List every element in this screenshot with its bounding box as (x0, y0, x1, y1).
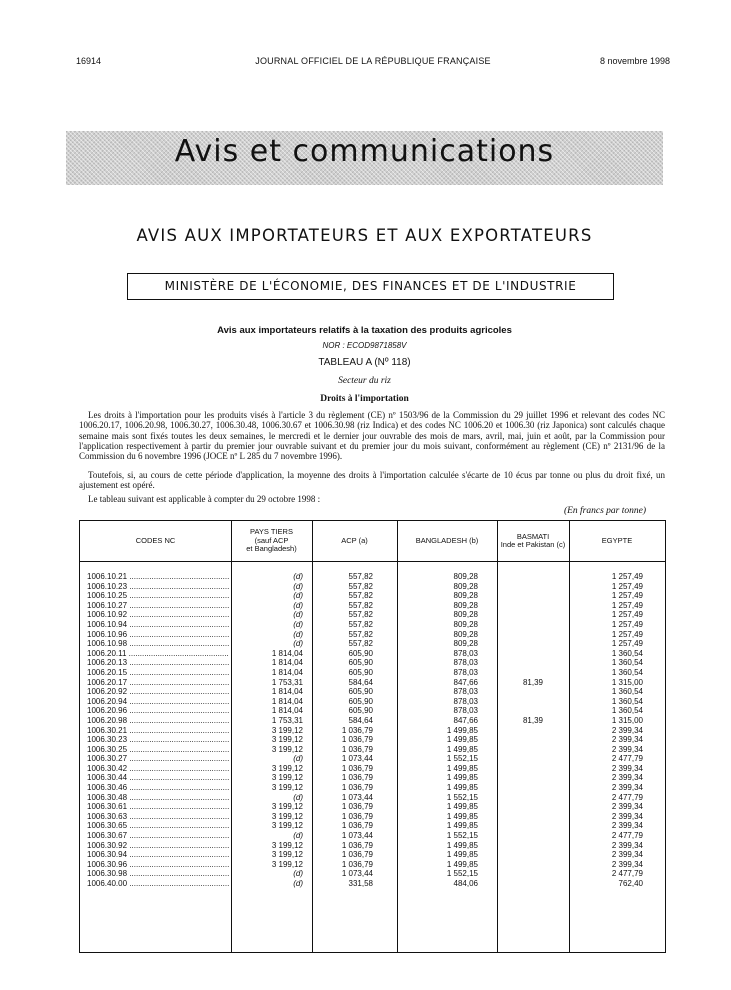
cell-acp: 1 073,44 (341, 831, 373, 841)
table-row (80, 841, 665, 851)
cell-code: 1006.20.15 ..... (87, 668, 229, 678)
cell-bangladesh: 1 499,85 (446, 811, 478, 821)
cell-pays-tiers: 3 199,12 (271, 735, 303, 745)
table-row (80, 639, 665, 649)
table-row (80, 773, 665, 783)
header-egypte-label: EGYPTE (601, 535, 633, 545)
cell-egypte: 1 360,54 (611, 667, 643, 677)
header-rule (80, 561, 665, 562)
table-row (80, 879, 665, 889)
table-row (80, 793, 665, 803)
cell-pays-tiers: 3 199,12 (271, 821, 303, 831)
cell-acp: 557,82 (348, 591, 373, 601)
cell-acp: 1 073,44 (341, 754, 373, 764)
header-acp (312, 521, 397, 561)
cell-basmati: 81,39 (522, 715, 544, 725)
cell-bangladesh: 1 499,85 (446, 763, 478, 773)
cell-bangladesh: 1 499,85 (446, 802, 478, 812)
droits-heading: Droits à l'importation (320, 394, 409, 404)
cell-acp: 557,82 (348, 610, 373, 620)
cell-bangladesh: 809,28 (453, 591, 478, 601)
cell-bangladesh: 1 499,85 (446, 821, 478, 831)
cell-bangladesh: 1 552,15 (446, 754, 478, 764)
cell-code: 1006.10.23 ..... (87, 582, 229, 592)
header-bangladesh (397, 521, 497, 561)
cell-bangladesh: 1 552,15 (446, 869, 478, 879)
cell-bangladesh: 1 552,15 (446, 831, 478, 841)
header-pays-tiers (231, 521, 312, 561)
table-row (80, 620, 665, 630)
cell-bangladesh: 878,03 (453, 648, 478, 658)
cell-egypte: 2 399,34 (611, 840, 643, 850)
cell-pays-tiers: (d) (293, 619, 303, 629)
cell-code: 1006.30.61 ..... (87, 802, 229, 812)
header-basmati-line-2: Inde et Pakistan (c) (500, 540, 566, 549)
cell-pays-tiers: 3 199,12 (271, 811, 303, 821)
cell-pays-tiers: (d) (293, 610, 303, 620)
cell-bangladesh: 1 499,85 (446, 859, 478, 869)
header-basmati-line-1: BASMATI (516, 531, 550, 541)
banner-title: Avis et communications (174, 134, 555, 169)
cell-pays-tiers: 1 814,04 (271, 648, 303, 658)
nor-reference: NOR : ECOD9871858V (322, 341, 407, 350)
table-row (80, 678, 665, 688)
cell-egypte: 2 399,34 (611, 763, 643, 773)
cell-bangladesh: 1 499,85 (446, 773, 478, 783)
cell-egypte: 2 399,34 (611, 725, 643, 735)
cell-code: 1006.20.98 ..... (87, 716, 229, 726)
cell-egypte: 1 257,49 (611, 591, 643, 601)
cell-egypte: 1 315,00 (611, 715, 643, 725)
header-codes (80, 521, 231, 561)
cell-pays-tiers: 3 199,12 (271, 850, 303, 860)
cell-pays-tiers: 3 199,12 (271, 744, 303, 754)
table-row (80, 697, 665, 707)
table-row (80, 668, 665, 678)
table-row (80, 869, 665, 879)
table-row (80, 630, 665, 640)
cell-bangladesh: 878,03 (453, 706, 478, 716)
table-row (80, 812, 665, 822)
table-row (80, 706, 665, 716)
cell-egypte: 1 315,00 (611, 677, 643, 687)
cell-pays-tiers: (d) (293, 792, 303, 802)
cell-pays-tiers: (d) (293, 831, 303, 841)
cell-egypte: 1 360,54 (611, 648, 643, 658)
cell-acp: 1 036,79 (341, 802, 373, 812)
cell-bangladesh: 1 499,85 (446, 783, 478, 793)
cell-bangladesh: 878,03 (453, 658, 478, 668)
page-number: 16914 (76, 56, 102, 66)
header-pays-line-1: PAYS TIERS (250, 527, 293, 537)
cell-code: 1006.30.44 ..... (87, 773, 229, 783)
cell-egypte: 2 477,79 (611, 869, 643, 879)
cell-acp: 605,90 (348, 706, 373, 716)
section-heading: AVIS AUX IMPORTATEURS ET AUX EXPORTATEURS (136, 226, 593, 245)
cell-code: 1006.30.23 ..... (87, 735, 229, 745)
table-row (80, 764, 665, 774)
cell-bangladesh: 809,28 (453, 572, 478, 581)
header-codes-label: CODES NC (135, 535, 176, 545)
cell-bangladesh: 878,03 (453, 667, 478, 677)
rates-table (79, 520, 666, 953)
cell-code: 1006.10.27 ..... (87, 601, 229, 611)
table-row (80, 860, 665, 870)
cell-pays-tiers: 3 199,12 (271, 859, 303, 869)
journal-title: JOURNAL OFFICIEL DE LA RÉPUBLIQUE FRANÇAISE (255, 56, 491, 66)
cell-code: 1006.10.25 ..... (87, 591, 229, 601)
notice-title: Avis aux importateurs relatifs à la taxation des produits agricoles (217, 325, 512, 336)
header-basmati (497, 521, 569, 561)
header-egypte (569, 521, 665, 561)
cell-acp: 605,90 (348, 696, 373, 706)
issue-date: 8 novembre 1998 (599, 56, 670, 66)
cell-code: 1006.30.94 ..... (87, 850, 229, 860)
table-row (80, 726, 665, 736)
cell-acp: 1 073,44 (341, 869, 373, 879)
cell-code: 1006.30.25 ..... (87, 745, 229, 755)
cell-egypte: 2 399,34 (611, 744, 643, 754)
table-row (80, 658, 665, 668)
table-row (80, 821, 665, 831)
cell-bangladesh: 809,28 (453, 581, 478, 591)
cell-egypte: 2 399,34 (611, 735, 643, 745)
cell-acp: 557,82 (348, 581, 373, 591)
paragraph-2: Toutefois, si, au cours de cette période d'application, la moyenne des droits à l'importation calculée s'écarte de 10 écus par tonne ou plus du droit fixé, un ajustement est opéré. (79, 470, 665, 491)
cell-code: 1006.30.21 ..... (87, 726, 229, 736)
cell-egypte: 1 257,49 (611, 572, 643, 581)
table-row (80, 601, 665, 611)
cell-acp: 331,58 (348, 879, 373, 888)
cell-acp: 584,64 (348, 715, 373, 725)
cell-code: 1006.10.92 ..... (87, 610, 229, 620)
running-header (76, 56, 670, 70)
cell-code: 1006.20.94 ..... (87, 697, 229, 707)
cell-pays-tiers: (d) (293, 581, 303, 591)
table-row (80, 591, 665, 601)
cell-code: 1006.30.98 ..... (87, 869, 229, 879)
cell-egypte: 2 477,79 (611, 754, 643, 764)
cell-pays-tiers: (d) (293, 639, 303, 649)
cell-pays-tiers: 1 814,04 (271, 667, 303, 677)
cell-egypte: 2 399,34 (611, 773, 643, 783)
cell-bangladesh: 484,06 (453, 879, 478, 888)
table-row (80, 850, 665, 860)
cell-pays-tiers: (d) (293, 572, 303, 581)
cell-pays-tiers: (d) (293, 754, 303, 764)
table-row (80, 745, 665, 755)
cell-pays-tiers: (d) (293, 591, 303, 601)
cell-egypte: 1 360,54 (611, 696, 643, 706)
cell-bangladesh: 1 552,15 (446, 792, 478, 802)
cell-bangladesh: 1 499,85 (446, 735, 478, 745)
cell-pays-tiers: 1 814,04 (271, 658, 303, 668)
cell-acp: 584,64 (348, 677, 373, 687)
cell-egypte: 2 399,34 (611, 859, 643, 869)
cell-egypte: 1 257,49 (611, 581, 643, 591)
cell-acp: 557,82 (348, 619, 373, 629)
cell-acp: 605,90 (348, 658, 373, 668)
header-pays-line-3: et Bangladesh) (246, 544, 297, 554)
ministry-box: MINISTÈRE DE L'ÉCONOMIE, DES FINANCES ET DE L'INDUSTRIE (127, 273, 614, 300)
cell-code: 1006.10.96 ..... (87, 630, 229, 640)
table-row (80, 754, 665, 764)
cell-code: 1006.20.96 ..... (87, 706, 229, 716)
cell-code: 1006.20.92 ..... (87, 687, 229, 697)
table-row (80, 572, 665, 582)
cell-code: 1006.10.94 ..... (87, 620, 229, 630)
cell-egypte: 2 399,34 (611, 783, 643, 793)
cell-acp: 1 036,79 (341, 840, 373, 850)
cell-code: 1006.20.17 ..... (87, 678, 229, 688)
table-row (80, 716, 665, 726)
cell-egypte: 1 257,49 (611, 619, 643, 629)
cell-acp: 557,82 (348, 639, 373, 649)
cell-pays-tiers: 1 753,31 (271, 677, 303, 687)
cell-acp: 1 073,44 (341, 792, 373, 802)
section-banner (66, 131, 663, 185)
cell-pays-tiers: 3 199,12 (271, 773, 303, 783)
cell-bangladesh: 1 499,85 (446, 840, 478, 850)
cell-bangladesh: 847,66 (453, 715, 478, 725)
cell-pays-tiers: 1 814,04 (271, 687, 303, 697)
cell-egypte: 2 477,79 (611, 831, 643, 841)
cell-egypte: 2 399,34 (611, 802, 643, 812)
cell-egypte: 1 257,49 (611, 610, 643, 620)
sector-label: Secteur du riz (338, 376, 391, 386)
table-row (80, 735, 665, 745)
cell-acp: 1 036,79 (341, 821, 373, 831)
cell-egypte: 1 360,54 (611, 658, 643, 668)
cell-bangladesh: 809,28 (453, 600, 478, 610)
cell-pays-tiers: 3 199,12 (271, 783, 303, 793)
cell-bangladesh: 809,28 (453, 619, 478, 629)
cell-pays-tiers: 3 199,12 (271, 840, 303, 850)
table-row (80, 582, 665, 592)
header-bangladesh-label: BANGLADESH (b) (415, 535, 479, 545)
cell-egypte: 1 257,49 (611, 639, 643, 649)
cell-acp: 557,82 (348, 572, 373, 581)
cell-code: 1006.30.96 ..... (87, 860, 229, 870)
cell-code: 1006.30.92 ..... (87, 841, 229, 851)
cell-code: 1006.10.98 ..... (87, 639, 229, 649)
cell-code: 1006.30.48 ..... (87, 793, 229, 803)
table-row (80, 802, 665, 812)
cell-acp: 557,82 (348, 629, 373, 639)
cell-bangladesh: 809,28 (453, 639, 478, 649)
cell-bangladesh: 809,28 (453, 610, 478, 620)
cell-bangladesh: 878,03 (453, 696, 478, 706)
cell-code: 1006.30.46 ..... (87, 783, 229, 793)
cell-basmati: 81,39 (522, 677, 544, 687)
cell-acp: 557,82 (348, 600, 373, 610)
cell-code: 1006.10.21 ..... (87, 572, 229, 582)
cell-acp: 1 036,79 (341, 783, 373, 793)
cell-code: 1006.30.42 ..... (87, 764, 229, 774)
unit-note: (En francs par tonne) (563, 506, 646, 516)
cell-pays-tiers: 3 199,12 (271, 763, 303, 773)
cell-acp: 1 036,79 (341, 811, 373, 821)
paragraph-3: Le tableau suivant est applicable à compter du 29 octobre 1998 : (88, 494, 321, 504)
cell-acp: 1 036,79 (341, 725, 373, 735)
cell-egypte: 2 399,34 (611, 850, 643, 860)
cell-pays-tiers: 3 199,12 (271, 725, 303, 735)
table-row (80, 610, 665, 620)
cell-bangladesh: 1 499,85 (446, 850, 478, 860)
table-row (80, 687, 665, 697)
cell-pays-tiers: (d) (293, 869, 303, 879)
cell-acp: 605,90 (348, 687, 373, 697)
cell-code: 1006.30.27 ..... (87, 754, 229, 764)
cell-code: 1006.20.13 ..... (87, 658, 229, 668)
cell-bangladesh: 809,28 (453, 629, 478, 639)
cell-acp: 605,90 (348, 648, 373, 658)
cell-acp: 1 036,79 (341, 850, 373, 860)
cell-pays-tiers: (d) (293, 629, 303, 639)
table-body (80, 572, 665, 889)
table-row (80, 783, 665, 793)
cell-acp: 605,90 (348, 667, 373, 677)
cell-acp: 1 036,79 (341, 744, 373, 754)
cell-pays-tiers: (d) (293, 879, 303, 888)
cell-pays-tiers: 1 814,04 (271, 696, 303, 706)
cell-egypte: 1 360,54 (611, 687, 643, 697)
cell-bangladesh: 1 499,85 (446, 744, 478, 754)
cell-acp: 1 036,79 (341, 773, 373, 783)
cell-pays-tiers: 1 753,31 (271, 715, 303, 725)
cell-code: 1006.40.00 ..... (87, 879, 229, 889)
cell-code: 1006.30.65 ..... (87, 821, 229, 831)
table-row (80, 831, 665, 841)
cell-pays-tiers: (d) (293, 600, 303, 610)
cell-bangladesh: 847,66 (453, 677, 478, 687)
table-row (80, 649, 665, 659)
cell-pays-tiers: 1 814,04 (271, 706, 303, 716)
cell-code: 1006.30.63 ..... (87, 812, 229, 822)
paragraph-1: Les droits à l'importation pour les produits visés à l'article 3 du règlement (CE) nº 1503/96 de la Commission du 29 juillet 1996 et relevant des codes NC 1006.20.17, 1006.20.98, 1006.30.27, 1006.30.48, 1006.30.67 et 1006.30.98 (riz Indica) et des codes NC 1006.20 et 1006.30 (riz Japonica) sont calculés chaque semaine mais sont fixés toutes les deux semaines, le mercredi et le dernier jour ouvrable des mois de mars, avril, mai, juin et août, par la Commission pour l'application respectivement à partir du premier jour ouvrable suivant et du premier jour du mois suivant, conformément au règlement (CE) nº 2131/96 de la Commission du 6 novembre 1996 (JOCE nº L 285 du 7 novembre 1996). (79, 410, 665, 462)
cell-egypte: 2 399,34 (611, 811, 643, 821)
cell-code: 1006.20.11 ..... (87, 649, 229, 659)
header-pays-line-2: (sauf ACP (254, 535, 289, 545)
cell-acp: 1 036,79 (341, 735, 373, 745)
cell-egypte: 2 477,79 (611, 792, 643, 802)
header-acp-label: ACP (a) (341, 535, 368, 545)
cell-bangladesh: 878,03 (453, 687, 478, 697)
cell-acp: 1 036,79 (341, 763, 373, 773)
cell-code: 1006.30.67 ..... (87, 831, 229, 841)
cell-bangladesh: 1 499,85 (446, 725, 478, 735)
cell-egypte: 762,40 (618, 879, 643, 888)
cell-egypte: 1 360,54 (611, 706, 643, 716)
cell-egypte: 1 257,49 (611, 629, 643, 639)
cell-pays-tiers: 3 199,12 (271, 802, 303, 812)
tableau-number: TABLEAU A (Nº 118) (318, 357, 411, 368)
cell-egypte: 1 257,49 (611, 600, 643, 610)
cell-acp: 1 036,79 (341, 859, 373, 869)
cell-egypte: 2 399,34 (611, 821, 643, 831)
